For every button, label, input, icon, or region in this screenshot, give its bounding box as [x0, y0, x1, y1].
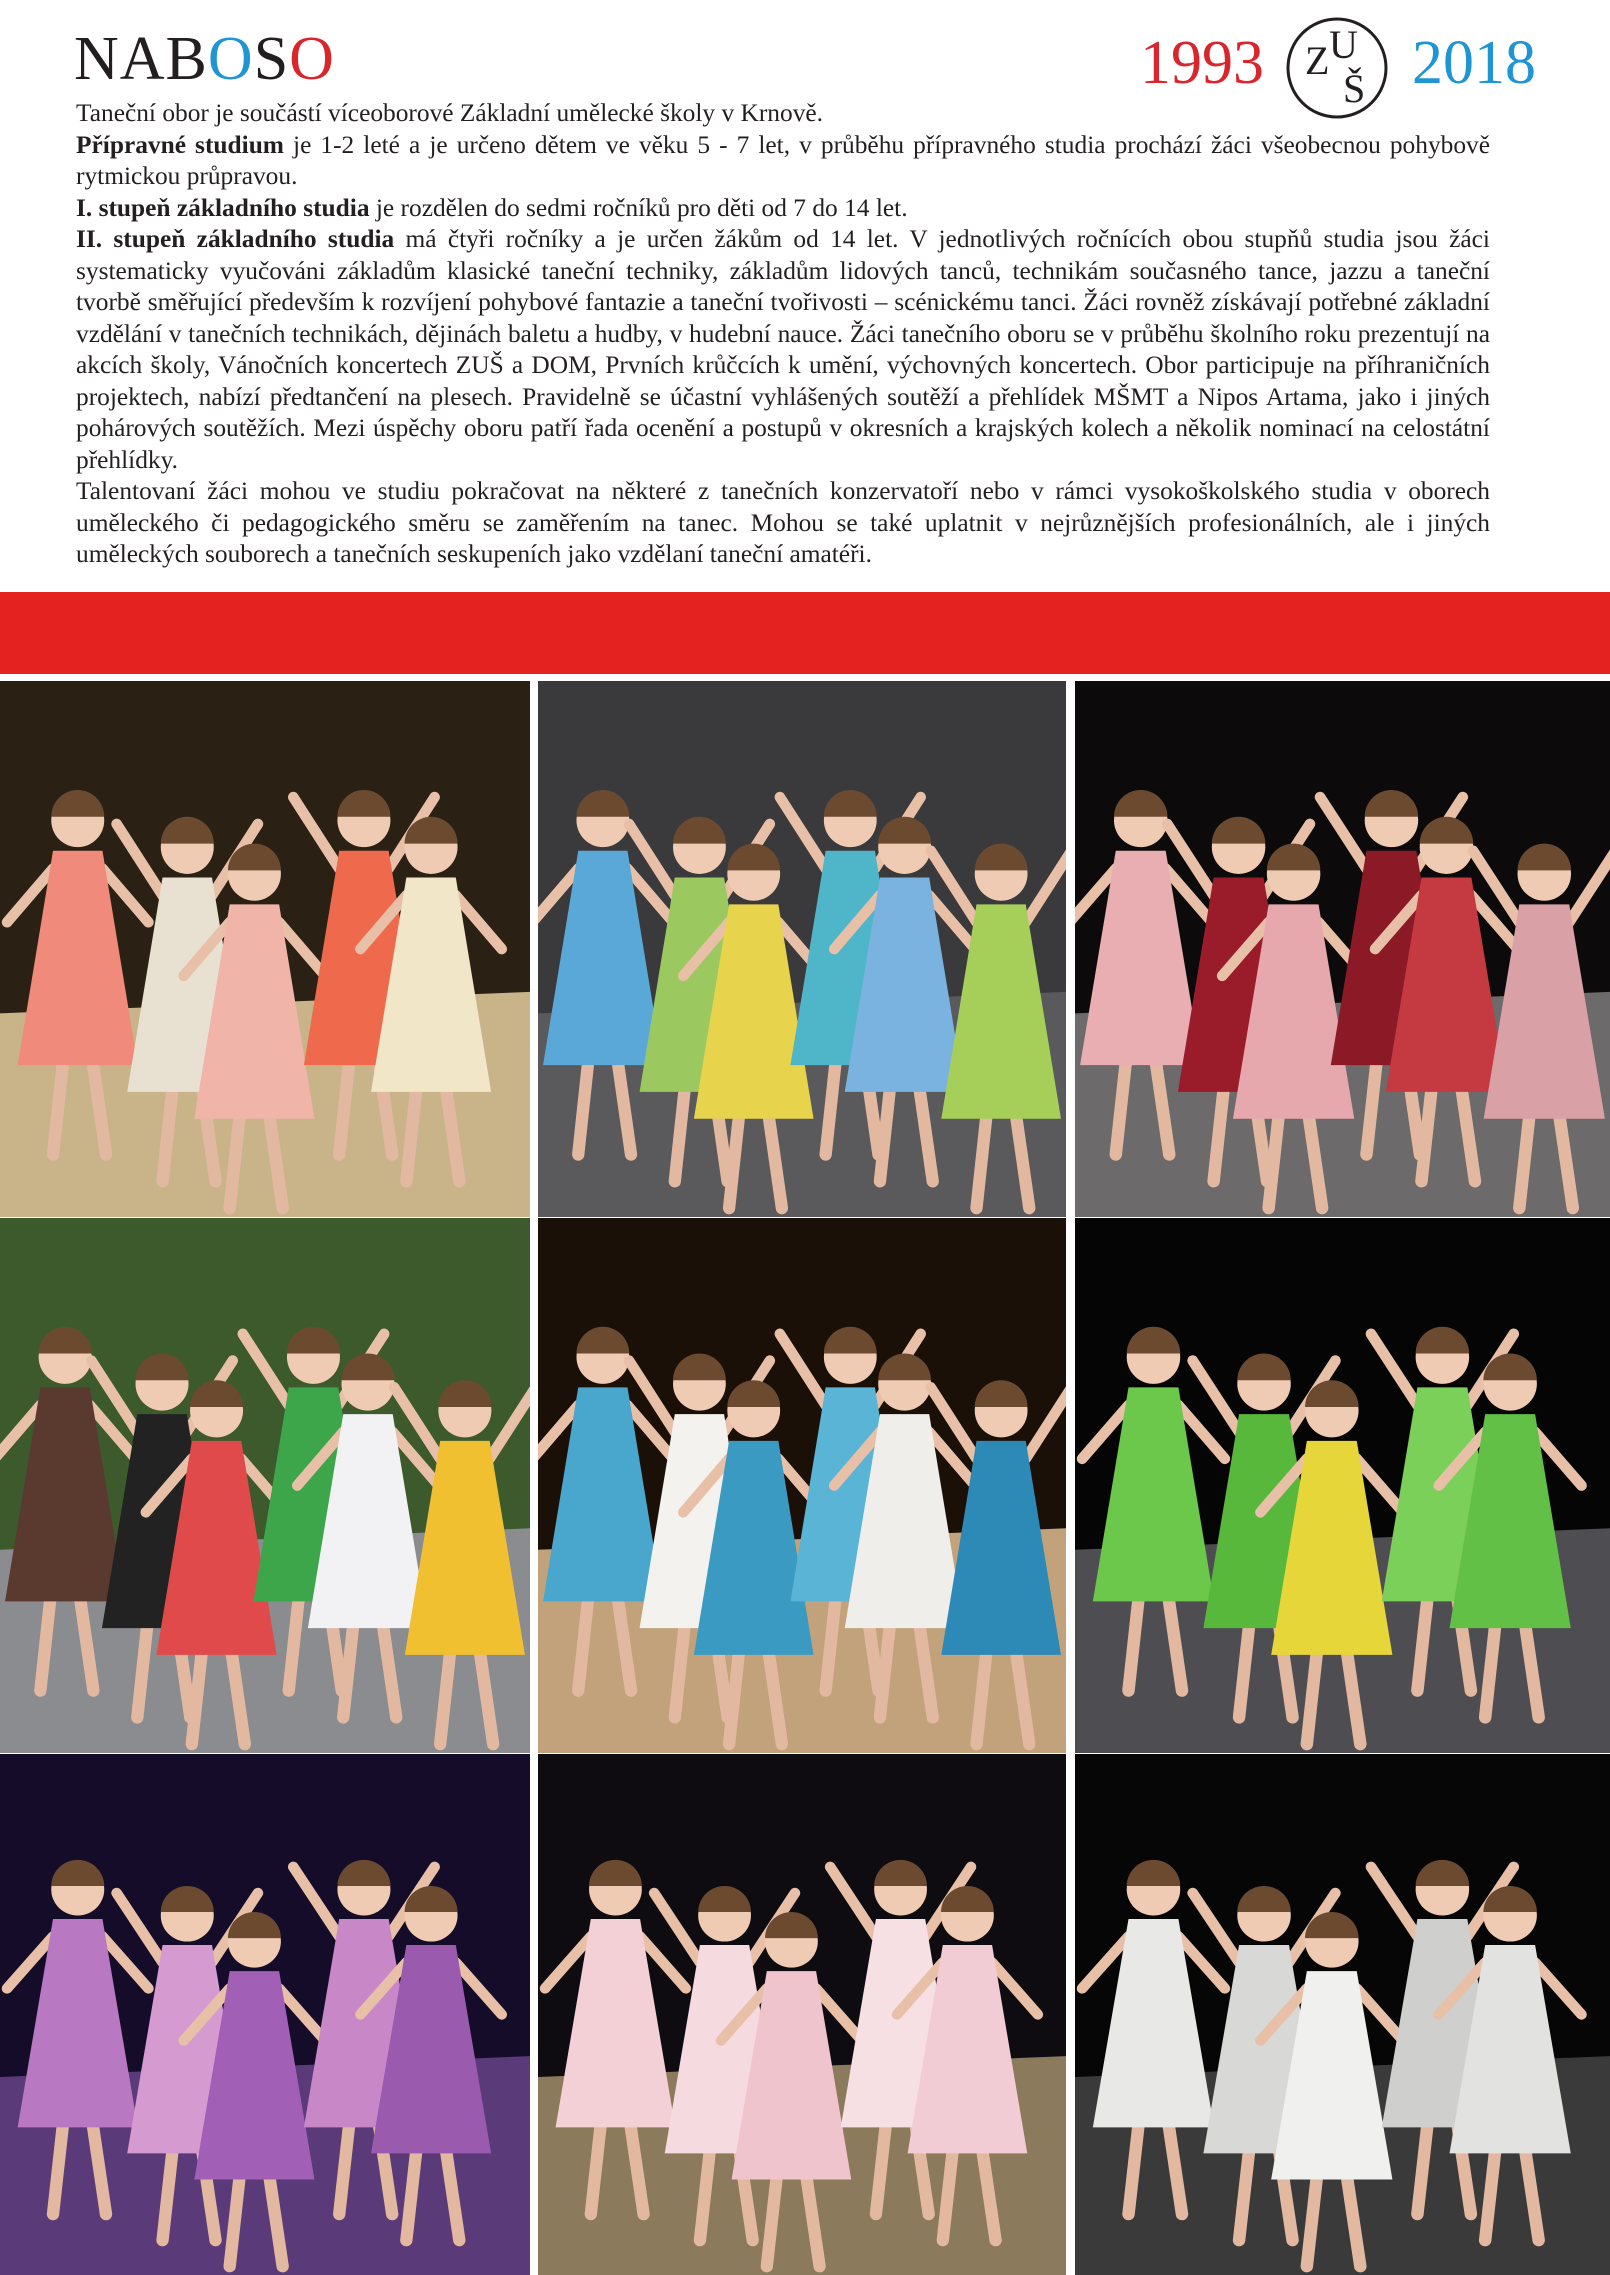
- photo-outdoor-circle-dance: [0, 1218, 530, 1753]
- photo-purple-plaid-jumpsuits: [0, 1754, 530, 2275]
- paragraph-first-level-text: je rozdělen do sedmi ročníků pro děti od 7 do 14 let.: [369, 193, 908, 222]
- photo-children-red-plaid-skirts-image: [1075, 681, 1610, 1217]
- photo-folk-dancers-blue-skirts-image: [538, 1218, 1066, 1753]
- photo-girls-pink-dresses-flower-crowns: [538, 1754, 1066, 2275]
- photo-dancers-white-costumes: [1075, 1754, 1610, 2275]
- photo-girls-green-dresses-image: [1075, 1218, 1610, 1753]
- photo-girls-pink-dresses-flower-crowns-image: [538, 1754, 1066, 2275]
- red-divider-band: [0, 592, 1610, 674]
- paragraph-intro-text: Taneční obor je součástí víceoborové Základní umělecké školy v Krnově.: [76, 99, 824, 127]
- brand-part-1: NAB: [74, 25, 208, 93]
- paragraph-first-level: [76, 193, 1490, 225]
- brand-part-3: S: [253, 25, 290, 93]
- paragraph-preparatory-text: je 1-2 leté a je určeno dětem ve věku 5 - 7 let, v průběhu přípravného studia prochází žáci všeobecnou pohybově rytmickou průpravou.: [76, 130, 1490, 190]
- photo-girls-green-dresses: [1075, 1218, 1610, 1753]
- anniversary-year-end: 2018: [1412, 29, 1536, 97]
- page-header: [0, 0, 1610, 111]
- photo-girls-flower-crowns-red-dresses: [0, 681, 530, 1217]
- logo-letter-u: U: [1329, 22, 1358, 67]
- paragraph-talent: [76, 476, 1490, 571]
- paragraph-intro: [76, 98, 1490, 130]
- brand-title: [74, 25, 335, 93]
- photo-outdoor-circle-dance-image: [0, 1218, 530, 1753]
- paragraph-talent-text: Talentovaní žáci mohou ve studiu pokračovat na některé z tanečních konzervatoří nebo v rámci vysokoškolského studia v oborech uměleckého či pedagogického směru se zaměřením na tanec. Mohou se také uplatnit v nejrůznějších profesionálních, ale i jiných uměleckých souborech a tanečních seskupeních jako vzdělaní taneční amatéři.: [76, 477, 1490, 568]
- paragraph-second-level-text: má čtyři ročníky a je určen žákům od 14 let. V jednotlivých ročnících obou stupňů studia jsou žáci systematicky vyučováni základům klasické taneční techniky, základům lidových tanců, technikám současného tance, jazzu a taneční tvorbě směřující především k rozvíjení pohybové fantazie a taneční tvořivosti – scénickému tanci. Žáci rovněž získávají potřebné základní vzdělání v tanečních technikách, dějinách baletu a hudby, v hudební nauce. Žáci tanečního oboru se v průběhu školního roku prezentují na akcích školy, Vánočních koncertech ZUŠ a DOM, Prvních krůčcích k umění, výchovných koncertech. Obor participuje na příhraničních projektech, nabízí předtančení na plesech. Pravidelně se účastní vyhlášených soutěží a přehlídek MŠMT a Nipos Artama, jako i jiných pohárových soutěžích. Mezi úspěchy oboru patří řada ocenění a postupů v okresních a krajských kolech a několik nominací na celostátní přehlídky.: [76, 225, 1490, 474]
- brand-part-4: O: [289, 25, 335, 93]
- photo-dancers-white-costumes-image: [1075, 1754, 1610, 2275]
- paragraph-second-level-lead: II. stupeň základního studia: [76, 225, 395, 253]
- photo-purple-plaid-jumpsuits-image: [0, 1754, 530, 2275]
- article-body: [76, 98, 1490, 571]
- photo-dancers-plaid-overalls-image: [538, 681, 1066, 1217]
- photo-dancers-plaid-overalls: [538, 681, 1066, 1217]
- photo-children-red-plaid-skirts: [1075, 681, 1610, 1217]
- photo-girls-flower-crowns-red-dresses-image: [0, 681, 530, 1217]
- photo-folk-dancers-blue-skirts: [538, 1218, 1066, 1753]
- logo-letter-s: Š: [1343, 66, 1366, 111]
- paragraph-preparatory: [76, 130, 1490, 193]
- photo-gallery: [0, 674, 1610, 2275]
- brand-part-2: O: [207, 25, 254, 93]
- anniversary-year-start: 1993: [1140, 29, 1264, 97]
- paragraph-first-level-lead: I. stupeň základního studia: [76, 193, 370, 222]
- paragraph-preparatory-lead: Přípravné studium: [76, 130, 284, 159]
- logo-letter-z: Z: [1305, 38, 1330, 83]
- paragraph-second-level: [76, 224, 1490, 476]
